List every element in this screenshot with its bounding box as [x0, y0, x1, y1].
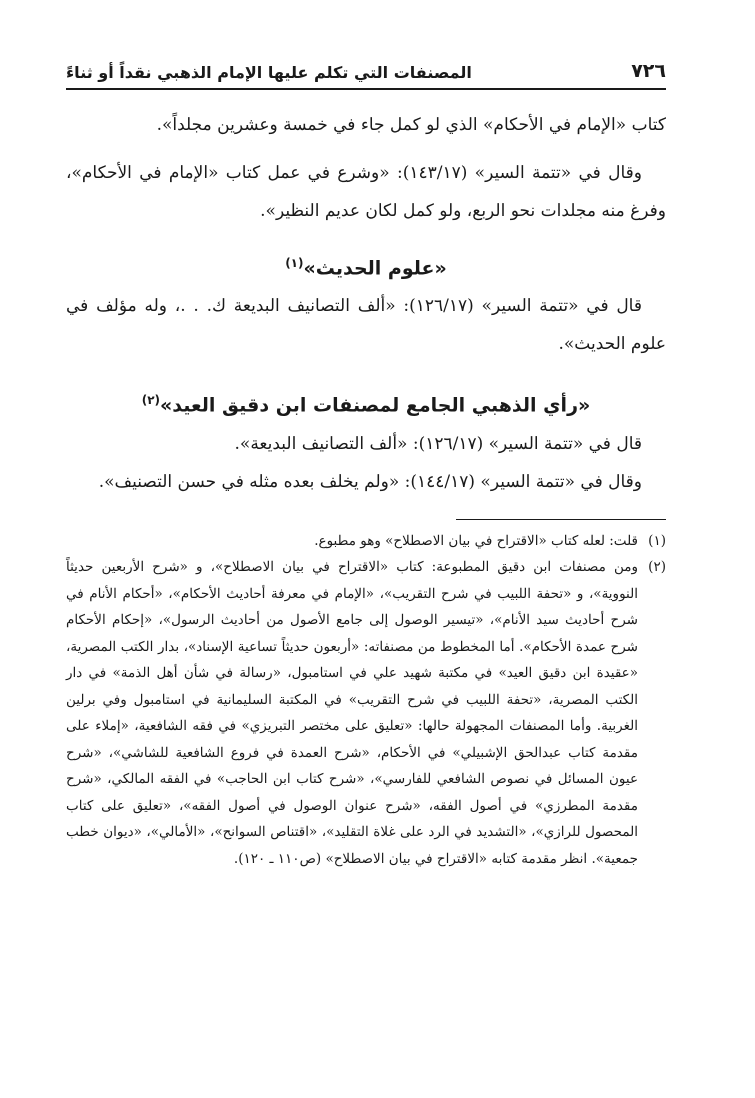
paragraph-2: وقال في «تتمة السير» (١٤٣/١٧): «وشرع في عمل كتاب «الإمام في الأحكام»، وفرغ منه مجلدات نحو الربع، ولو كمل لكان عديم النظير». [66, 163, 666, 221]
footnote-ref-1: (١) [285, 256, 304, 270]
paragraph-4: قال في «تتمة السير» (١٢٦/١٧): «ألف التصانيف البديعة». [234, 433, 642, 454]
footnote-number: (٢) [648, 559, 666, 576]
section-heading-1 [66, 256, 666, 279]
section-heading-2-text: «رأي الذهبي الجامع لمصنفات ابن دقيق العيد» [160, 394, 591, 417]
paragraph-5: وقال في «تتمة السير» (١٤٤/١٧): «ولم يخلف بعده مثله في حسن التصنيف». [98, 471, 642, 492]
paragraph-1: كتاب «الإمام في الأحكام» الذي لو كمل جاء في خمسة وعشرين مجلداً». [156, 115, 666, 135]
footnote-text: قلت: لعله كتاب «الاقتراح في بيان الاصطلاح» وهو مطبوع. [314, 532, 638, 549]
book-page [66, 60, 666, 872]
page-header [66, 60, 666, 90]
footnote-1 [66, 528, 666, 555]
footnote-number: (١) [648, 532, 666, 549]
running-title: المصنفات التي تكلم عليها الإمام الذهبي نقداً أو ثناءً [66, 63, 472, 82]
footnote-text: ومن مصنفات ابن دقيق المطبوعة: كتاب «الاقتراح في بيان الاصطلاح»، و «شرح الأربعين حديثاً النووية»، و «تحفة اللبيب في شرح التقريب»، «الإمام في معرفة أحاديث الأحكام»، «أحكام الأنام في شرح أحاديث سيد الأنام»، «تيسير الوصول إلى جامع الأصول من أحاديث الرسول»، «إحكام الأحكام شرح عمدة الأحكام». أما المخطوط من مصنفاته: «أربعون حديثاً تساعية الإسناد»، بدار الكتب المصرية، «عقيدة ابن دقيق العيد» في مكتبة شهيد علي في استامبول، «رسالة في شأن أهل الذمة» في دار الكتب المصرية، «تحفة اللبيب في شرح التقريب» في المكتبة السليمانية في استامبول وفي برلين الغربية. وأما المصنفات المجهولة حالها: «تعليق على مختصر التبريزي» في فقه الشافعية، «إملاء على مقدمة كتاب عبدالحق الإشبيلي» في الأحكام، «شرح العمدة في فروع الشافعية للشاشي»، «شرح عيون المسائل في نصوص الشافعي للفارسي»، «شرح كتاب ابن الحاجب» في الفقه المالكي، «شرح مقدمة المطرزي» في أصول الفقه، «شرح عنوان الوصول في أصول الفقه»، «تعليق على كتاب المحصول للرازي»، «التشديد في الرد على غلاة التقليد»، «اقتناص السوانح»، «الأمالي»، «ديوان خطب جمعية». انظر مقدمة كتابه «الاقتراح في بيان الاصطلاح» (ص١١٠ ـ ١٢٠). [66, 559, 638, 867]
section-heading-2 [66, 393, 666, 416]
paragraph-3: قال في «تتمة السير» (١٢٦/١٧): «ألف التصانيف البديعة ك. . .، وله مؤلف في علوم الحديث». [66, 296, 666, 355]
page-number: ٧٢٦ [631, 60, 666, 82]
section-heading-1-text: «علوم الحديث» [303, 257, 447, 280]
footnotes [66, 528, 666, 873]
footnote-2 [66, 554, 666, 872]
footnote-divider [456, 519, 666, 520]
footnote-ref-2: (٢) [141, 393, 161, 408]
